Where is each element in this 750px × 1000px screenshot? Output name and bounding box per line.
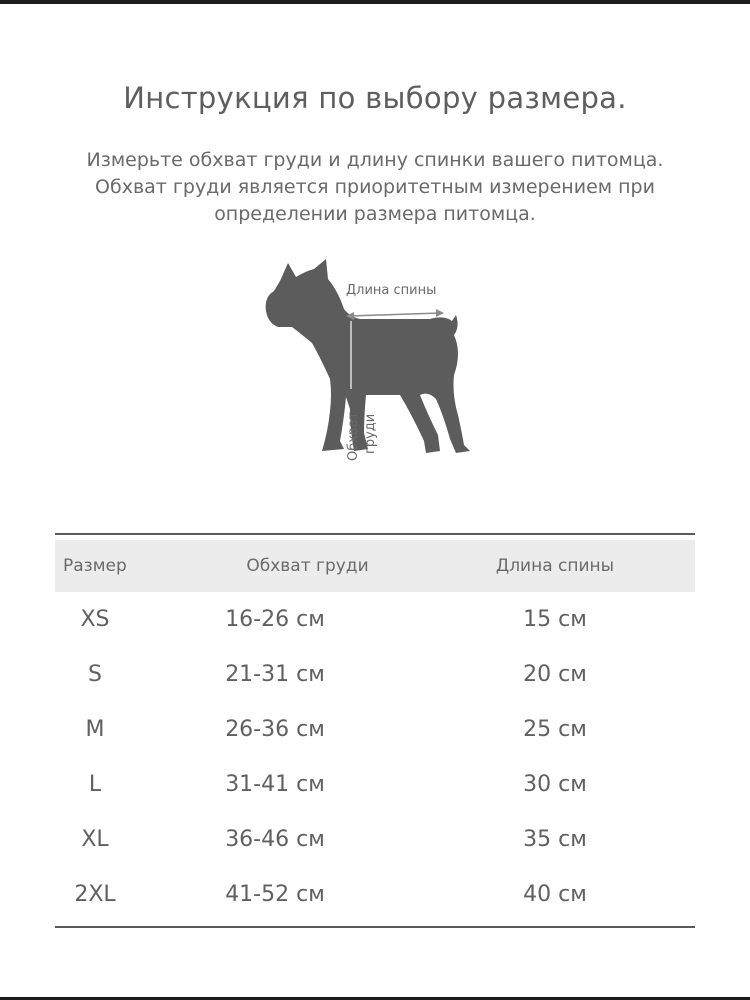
size-cell: L — [88, 772, 102, 797]
back-cell: 25 см — [523, 717, 587, 742]
size-cell: S — [88, 662, 102, 687]
chest-cell: 16-26 см — [225, 607, 325, 632]
chest-cell: 21-31 см — [225, 662, 325, 687]
chest-cell: 31-41 см — [225, 772, 325, 797]
size-cell: M — [85, 717, 105, 742]
dog-silhouette-icon — [240, 249, 500, 484]
dog-measurement-illustration — [240, 249, 500, 484]
header-chest: Обхват груди — [246, 556, 369, 576]
intro-line: определении размера питомца. — [214, 203, 536, 225]
size-table — [55, 533, 695, 928]
back-length-label: Длина спины — [346, 283, 437, 298]
header-size: Размер — [63, 556, 127, 576]
table-header — [55, 540, 695, 592]
table-row — [55, 867, 695, 922]
table-row — [55, 757, 695, 812]
intro-line: Измерьте обхват груди и длину спинки вашего питомца. — [86, 149, 664, 171]
table-row — [55, 702, 695, 757]
intro-line: Обхват груди является приоритетным измерением при — [95, 176, 655, 198]
size-cell: XS — [80, 607, 110, 632]
back-cell: 35 см — [523, 827, 587, 852]
chest-cell: 41-52 см — [225, 882, 325, 907]
table-row — [55, 647, 695, 702]
size-cell: XL — [81, 827, 109, 852]
chest-girth-label-line1: Обхват — [346, 411, 361, 461]
back-cell: 15 см — [523, 607, 587, 632]
back-cell: 40 см — [523, 882, 587, 907]
header-back: Длина спины — [495, 556, 615, 576]
back-length-arrow-right — [436, 309, 444, 317]
chest-girth-label-line2: груди — [363, 413, 378, 454]
chest-cell: 26-36 см — [225, 717, 325, 742]
intro-text — [0, 147, 750, 228]
table-row — [55, 592, 695, 647]
table-body — [55, 592, 695, 926]
size-cell: 2XL — [74, 882, 116, 907]
chest-cell: 36-46 см — [225, 827, 325, 852]
back-cell: 20 см — [523, 662, 587, 687]
back-length-line — [350, 313, 440, 316]
back-cell: 30 см — [523, 772, 587, 797]
table-row — [55, 812, 695, 867]
page-title: Инструкция по выбору размера. — [123, 81, 627, 115]
